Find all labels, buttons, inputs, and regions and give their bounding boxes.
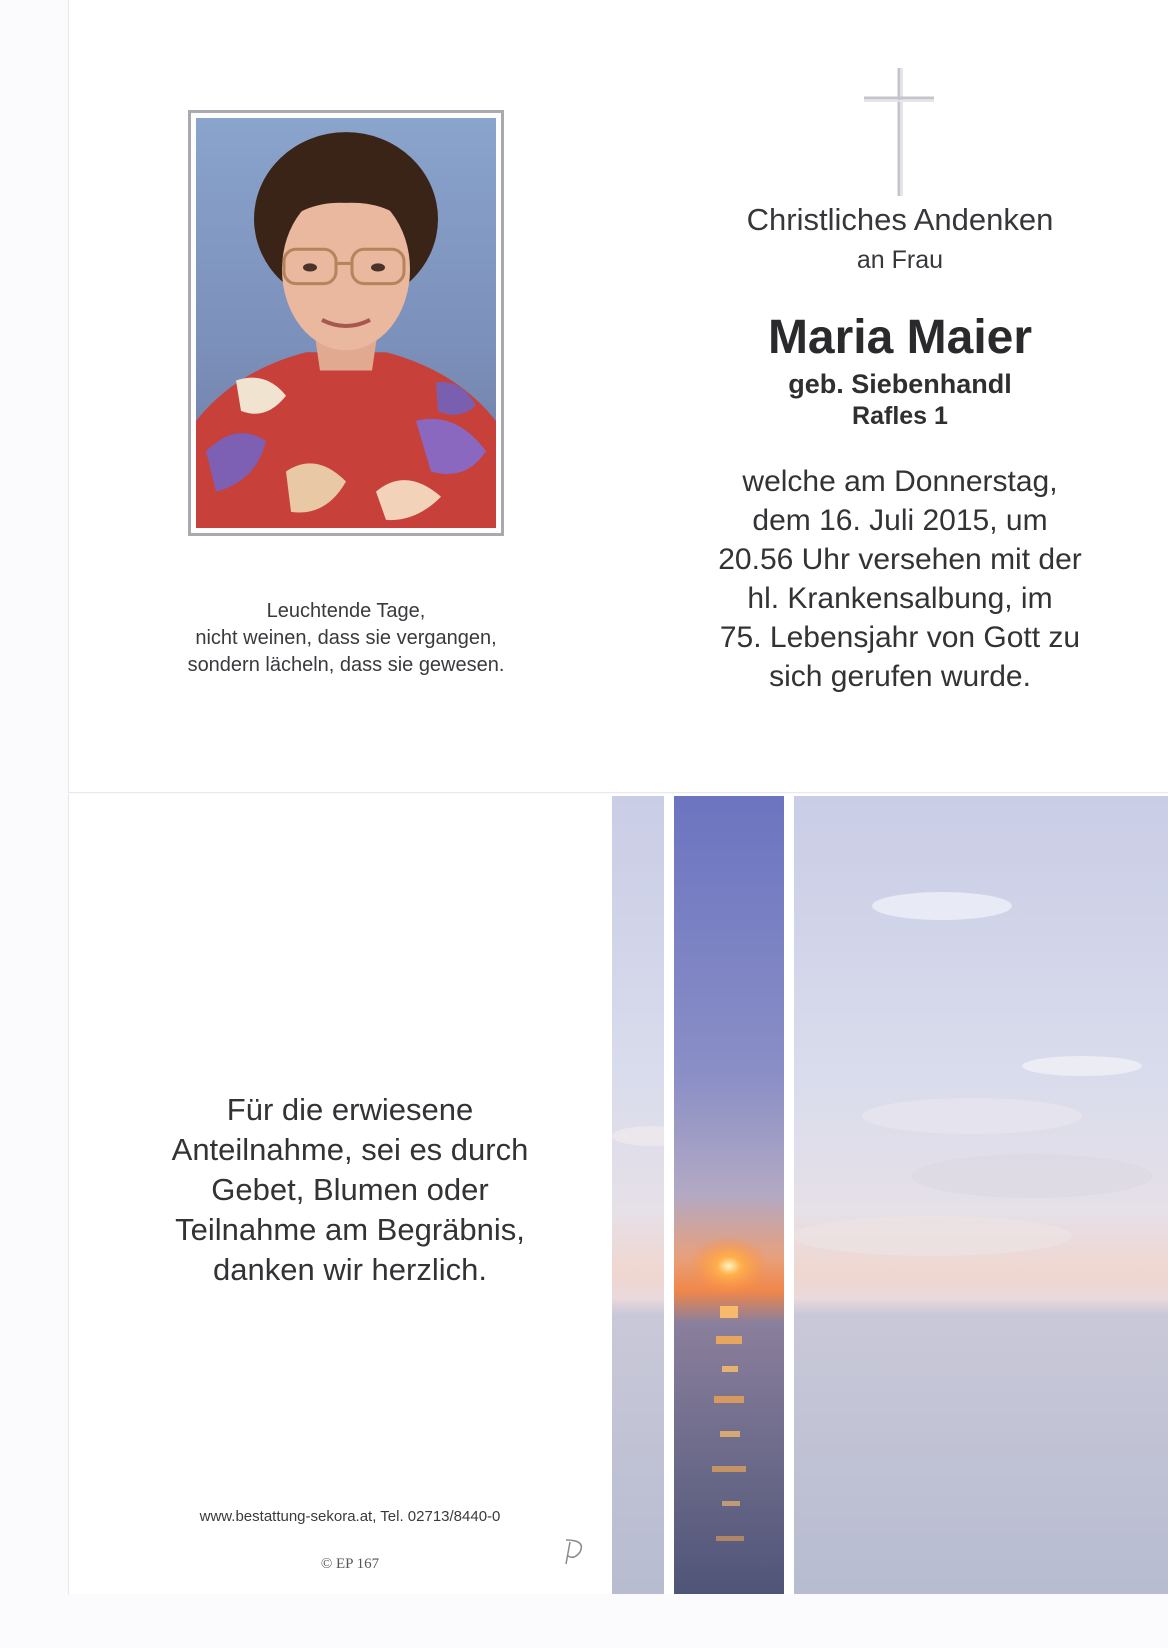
deceased-name: Maria Maier [767,311,1033,364]
notice-line: sich gerufen wurde. [769,660,1031,693]
product-code: © EP 167 [320,1556,380,1572]
maiden-name: geb. Siebenhandl [788,369,1012,399]
thanks-line: Anteilnahme, sei es durch [171,1132,529,1167]
funeral-home-contact: www.bestattung-sekora.at, Tel. 02713/8440-0 [199,1508,501,1525]
thanks-line: danken wir herzlich. [213,1252,487,1287]
thanks-line: Für die erwiesene [226,1092,474,1127]
portrait-frame [188,110,504,536]
thanks-line: Teilnahme am Begräbnis, [175,1212,525,1247]
card-subtitle: an Frau [856,246,944,274]
death-notice [680,462,1120,696]
notice-line: dem 16. Juli 2015, um [752,504,1048,537]
poem-line: sondern lächeln, dass sie gewesen. [187,654,505,676]
thanks-line: Gebet, Blumen oder [211,1172,489,1207]
deceased-address: Rafles 1 [852,402,948,430]
memorial-poem [150,598,542,679]
poem-line: Leuchtende Tage, [266,600,426,622]
portrait-illustration [196,118,496,528]
fold-line [68,792,1168,793]
thanks-message [130,1090,570,1290]
signature-mark [560,1534,590,1568]
obituary-text [680,196,1120,696]
poem-line: nicht weinen, dass sie vergangen, [195,627,497,649]
notice-line: hl. Krankensalbung, im [747,582,1053,615]
notice-line: 75. Lebensjahr von Gott zu [719,621,1081,654]
sunset-image [612,796,1168,1594]
cross-icon [864,68,934,196]
notice-line: 20.56 Uhr versehen mit der [718,543,1082,576]
notice-line: welche am Donnerstag, [742,465,1058,498]
card-title: Christliches Andenken [746,202,1054,237]
portrait-photo [196,118,496,528]
